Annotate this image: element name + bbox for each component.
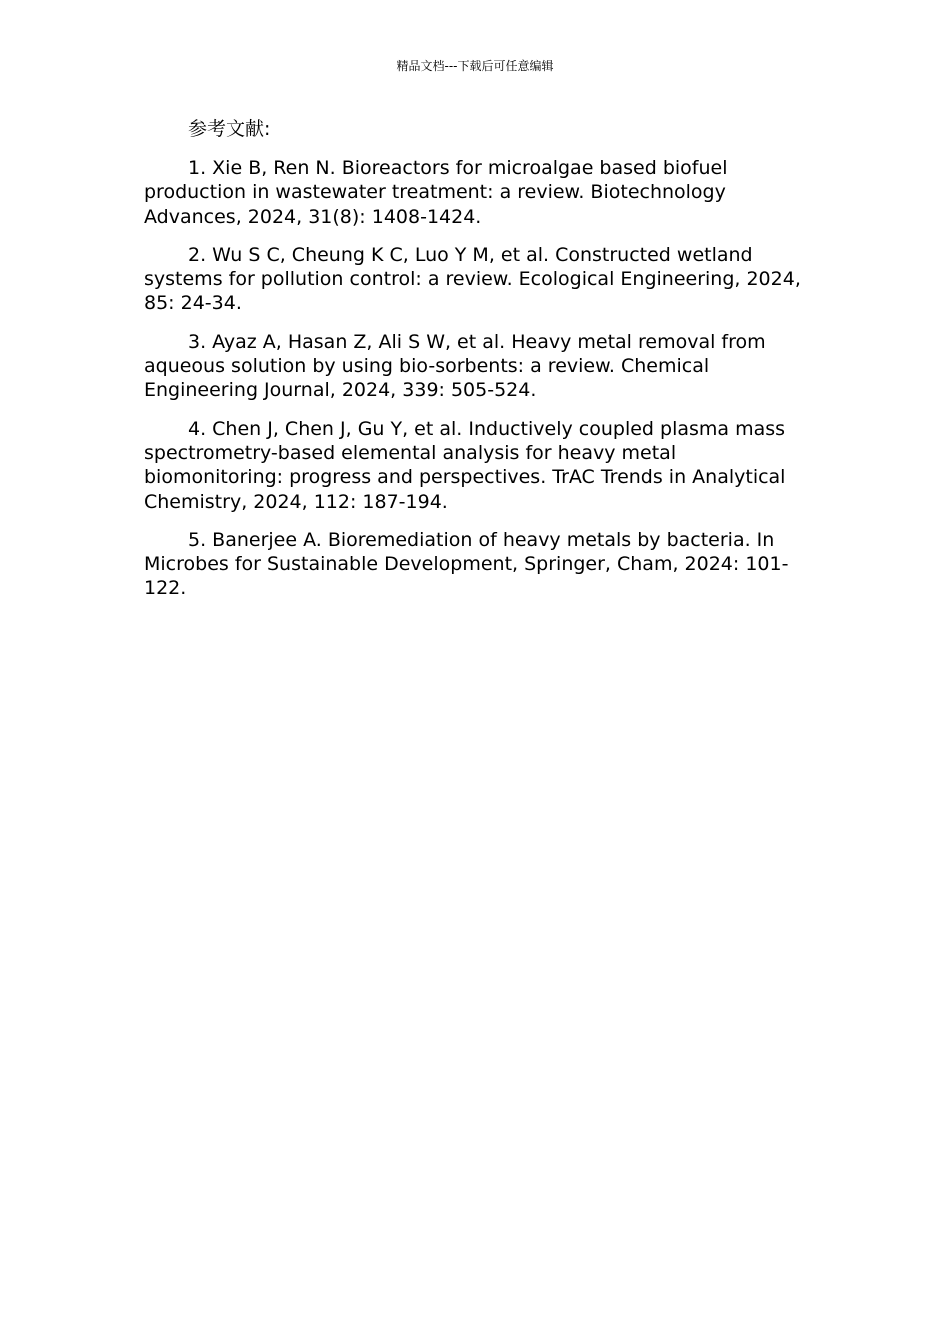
reference-item-4: 4. Chen J, Chen J, Gu Y, et al. Inductively coupled plasma mass spectrometry-based elemental analysis for heavy metal biomonitoring: progress and perspectives. TrAC Trends in Analytical Chemistry, 2024, 112: 187-194. bbox=[144, 417, 786, 513]
reference-item-2: 2. Wu S C, Cheung K C, Luo Y M, et al. Constructed wetland systems for pollution control: a review. Ecological Engineering, 2024, 85: 24-34. bbox=[144, 243, 801, 315]
reference-item-3: 3. Ayaz A, Hasan Z, Ali S W, et al. Heavy metal removal from aqueous solution by using bio-sorbents: a review. Chemical Engineering Journal, 2024, 339: 505-524. bbox=[144, 330, 766, 402]
reference-item-5: 5. Banerjee A. Bioremediation of heavy metals by bacteria. In Microbes for Sustainable Development, Springer, Cham, 2024: 101-122. bbox=[144, 528, 789, 600]
reference-section bbox=[144, 116, 812, 615]
section-title: 参考文献: bbox=[188, 118, 271, 140]
page-header: 精品文档---下载后可任意编辑 bbox=[396, 59, 554, 73]
reference-item-1: 1. Xie B, Ren N. Bioreactors for microalgae based biofuel production in wastewater treatment: a review. Biotechnology Advances, 2024, 31(8): 1408-1424. bbox=[144, 157, 728, 228]
